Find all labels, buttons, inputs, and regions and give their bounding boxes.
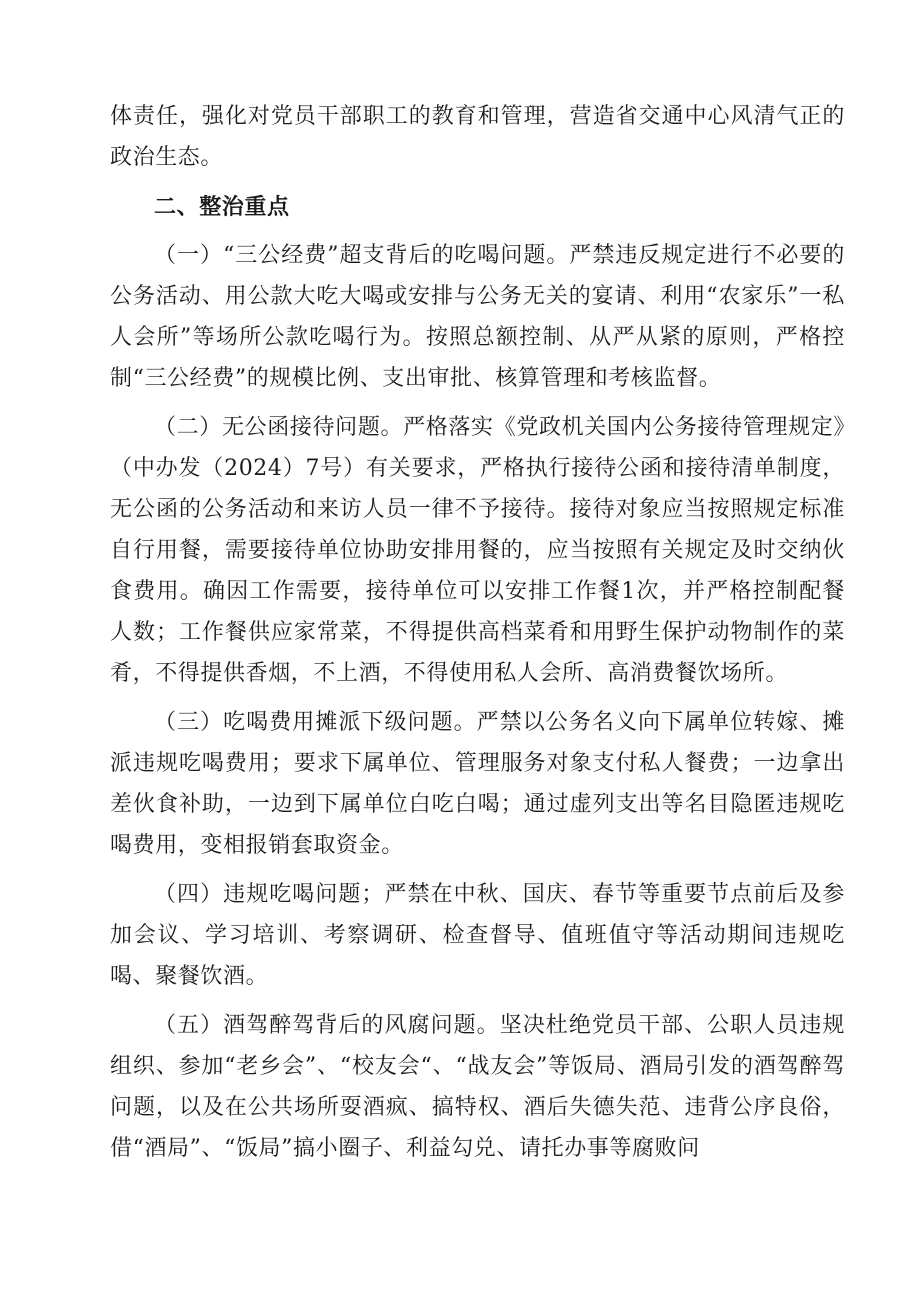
intro-paragraph-tail: 体责任，强化对党员干部职工的教育和管理，营造省交通中心风清气正的政治生态。 — [110, 104, 845, 170]
item-paragraph-3: （三）吃喝费用摊派下级问题。严禁以公务名义向下属单位转嫁、摊派违规吃喝费用；要求下属单位、管理服务对象支付私人餐费；一边拿出差伙食补助，一边到下属单位白吃白喝；通过虚列支出等名目隐匿违规吃喝费用，变相报销套取资金。 — [110, 710, 845, 858]
document-body — [110, 96, 845, 1177]
item-paragraph-4: （四）违规吃喝问题；严禁在中秋、国庆、春节等重要节点前后及参加会议、学习培训、考察调研、检查督导、值班值守等活动期间违规吃喝、聚餐饮酒。 — [110, 882, 845, 989]
item-paragraph-5: （五）酒驾醉驾背后的风腐问题。坚决杜绝党员干部、公职人员违规组织、参加“老乡会”、“校友会“、“战友会”等饭局、酒局引发的酒驾醉驾问题，以及在公共场所耍酒疯、搞特权、酒后失德失范、违背公序良俗，借“酒局”、“饭局”搞小圈子、利益勾兑、请托办事等腐败问 — [110, 1013, 845, 1161]
item-paragraph-2: （二）无公函接待问题。严格落实《党政机关国内公务接待管理规定》（中办发（2024）7号）有关要求，严格执行接待公函和接待清单制度，无公函的公务活动和来访人员一律不予接待。接待对象应当按照规定标准自行用餐，需要接待单位协助安排用餐的，应当按照有关规定及时交纳伙食费用。确因工作需要，接待单位可以安排工作餐1次，并严格控制配餐人数；工作餐供应家常菜，不得提供高档菜肴和用野生保护动物制作的菜肴，不得提供香烟，不上酒，不得使用私人会所、高消费餐饮场所。 — [110, 415, 845, 686]
section-heading: 二、整治重点 — [154, 195, 290, 220]
item-paragraph-1: （一）“三公经费”超支背后的吃喝问题。严禁违反规定进行不必要的公务活动、用公款大吃大喝或安排与公务无关的宴请、利用“农家乐”一私人会所”等场所公款吃喝行为。按照总额控制、从严从紧的原则，严格控制“三公经费”的规模比例、支出审批、核算管理和考核监督。 — [110, 243, 845, 391]
